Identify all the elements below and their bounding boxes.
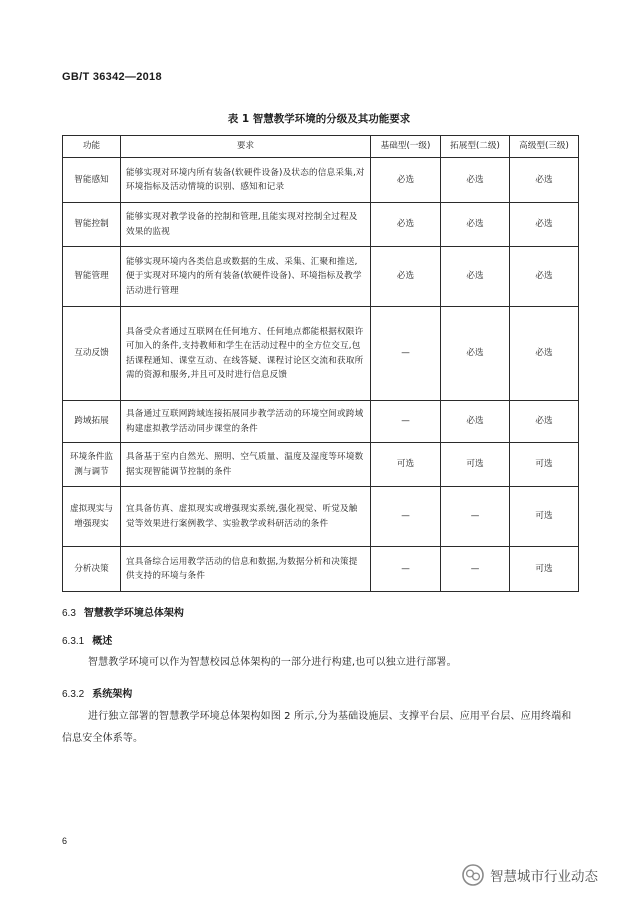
function-cell: 环境条件监测与调节 — [63, 443, 121, 487]
extended-level-cell: 可选 — [441, 443, 510, 487]
table-row — [63, 247, 579, 307]
table-header-row — [63, 136, 579, 158]
table-row — [63, 547, 579, 592]
column-header-requirement: 要求 — [121, 136, 371, 158]
requirement-cell: 宜具备综合运用教学活动的信息和数据,为数据分析和决策提供支持的环境与条件 — [121, 547, 371, 592]
requirements-table — [62, 135, 579, 592]
section-heading-6-3-2 — [62, 685, 132, 700]
advanced-level-cell: 必选 — [510, 247, 579, 307]
section-number: 6.3.2 — [62, 689, 85, 700]
requirement-cell: 宜具备仿真、虚拟现实或增强现实系统,强化视觉、听觉及触觉等效果进行案例教学、实验教学或科研活动的条件 — [121, 487, 371, 547]
function-cell: 智能管理 — [63, 247, 121, 307]
requirement-cell: 能够实现对教学设备的控制和管理,且能实现对控制全过程及效果的监视 — [121, 203, 371, 247]
requirement-cell: 能够实现对环境内所有装备(软硬件设备)及状态的信息采集,对环境指标及活动情境的识别、感知和记录 — [121, 158, 371, 203]
basic-level-cell: — — [371, 401, 441, 443]
section-title: 系统架构 — [92, 689, 133, 700]
extended-level-cell: 必选 — [441, 307, 510, 401]
section-heading-6-3-1 — [62, 632, 112, 647]
column-header-basic: 基础型(一级) — [371, 136, 441, 158]
table-row — [63, 401, 579, 443]
column-header-extended: 拓展型(二级) — [441, 136, 510, 158]
extended-level-cell: — — [441, 487, 510, 547]
section-heading-6-3 — [62, 604, 184, 619]
extended-level-cell: — — [441, 547, 510, 592]
architecture-paragraph: 进行独立部署的智慧教学环境总体架构如图 2 所示,分为基础设施层、支撑平台层、应用平台层、应用终端和信息安全体系等。 — [62, 711, 572, 744]
table-row — [63, 443, 579, 487]
column-header-advanced: 高级型(三级) — [510, 136, 579, 158]
basic-level-cell: — — [371, 547, 441, 592]
basic-level-cell: 必选 — [371, 247, 441, 307]
table-row — [63, 307, 579, 401]
column-header-function: 功能 — [63, 136, 121, 158]
extended-level-cell: 必选 — [441, 158, 510, 203]
extended-level-cell: 必选 — [441, 401, 510, 443]
requirement-cell: 具备通过互联网跨域连接拓展同步教学活动的环境空间或跨域构建虚拟教学活动同步课堂的条件 — [121, 401, 371, 443]
function-cell: 跨域拓展 — [63, 401, 121, 443]
function-cell: 智能控制 — [63, 203, 121, 247]
watermark — [462, 864, 632, 886]
function-cell: 分析决策 — [63, 547, 121, 592]
extended-level-cell: 必选 — [441, 247, 510, 307]
page-number: 6 — [62, 836, 68, 846]
wechat-official-account-icon — [462, 864, 484, 886]
function-cell: 互动反馈 — [63, 307, 121, 401]
watermark-text: 智慧城市行业动态 — [490, 869, 598, 885]
requirement-cell: 具备基于室内自然光、照明、空气质量、温度及湿度等环境数据实现智能调节控制的条件 — [121, 443, 371, 487]
basic-level-cell: — — [371, 487, 441, 547]
section-number: 6.3.1 — [62, 636, 85, 647]
basic-level-cell: 必选 — [371, 158, 441, 203]
overview-paragraph: 智慧教学环境可以作为智慧校园总体架构的一部分进行构建,也可以独立进行部署。 — [88, 657, 457, 668]
advanced-level-cell: 可选 — [510, 443, 579, 487]
advanced-level-cell: 必选 — [510, 203, 579, 247]
basic-level-cell: — — [371, 307, 441, 401]
advanced-level-cell: 可选 — [510, 487, 579, 547]
advanced-level-cell: 必选 — [510, 401, 579, 443]
section-title: 概述 — [92, 636, 113, 647]
advanced-level-cell: 必选 — [510, 158, 579, 203]
advanced-level-cell: 必选 — [510, 307, 579, 401]
basic-level-cell: 必选 — [371, 203, 441, 247]
standard-code: GB/T 36342—2018 — [62, 71, 162, 83]
section-title: 智慧教学环境总体架构 — [83, 608, 184, 619]
table-title: 表 1 智慧教学环境的分级及其功能要求 — [227, 113, 411, 125]
table-row — [63, 487, 579, 547]
function-cell: 智能感知 — [63, 158, 121, 203]
advanced-level-cell: 可选 — [510, 547, 579, 592]
extended-level-cell: 必选 — [441, 203, 510, 247]
table-row — [63, 158, 579, 203]
section-number: 6.3 — [62, 608, 76, 619]
requirement-cell: 能够实现环境内各类信息或数据的生成、采集、汇聚和推送,便于实现对环境内的所有装备(软硬件设备)、环境指标及教学活动进行管理 — [121, 247, 371, 307]
table-row — [63, 203, 579, 247]
requirement-cell: 具备受众者通过互联网在任何地方、任何地点都能根据权限许可加入的条件,支持教师和学生在活动过程中的全方位交互,包括课程通知、课堂互动、在线答疑、课程讨论区交流和获取所需的资源和服务,并且可及时进行信息反馈 — [121, 307, 371, 401]
basic-level-cell: 可选 — [371, 443, 441, 487]
function-cell: 虚拟现实与增强现实 — [63, 487, 121, 547]
